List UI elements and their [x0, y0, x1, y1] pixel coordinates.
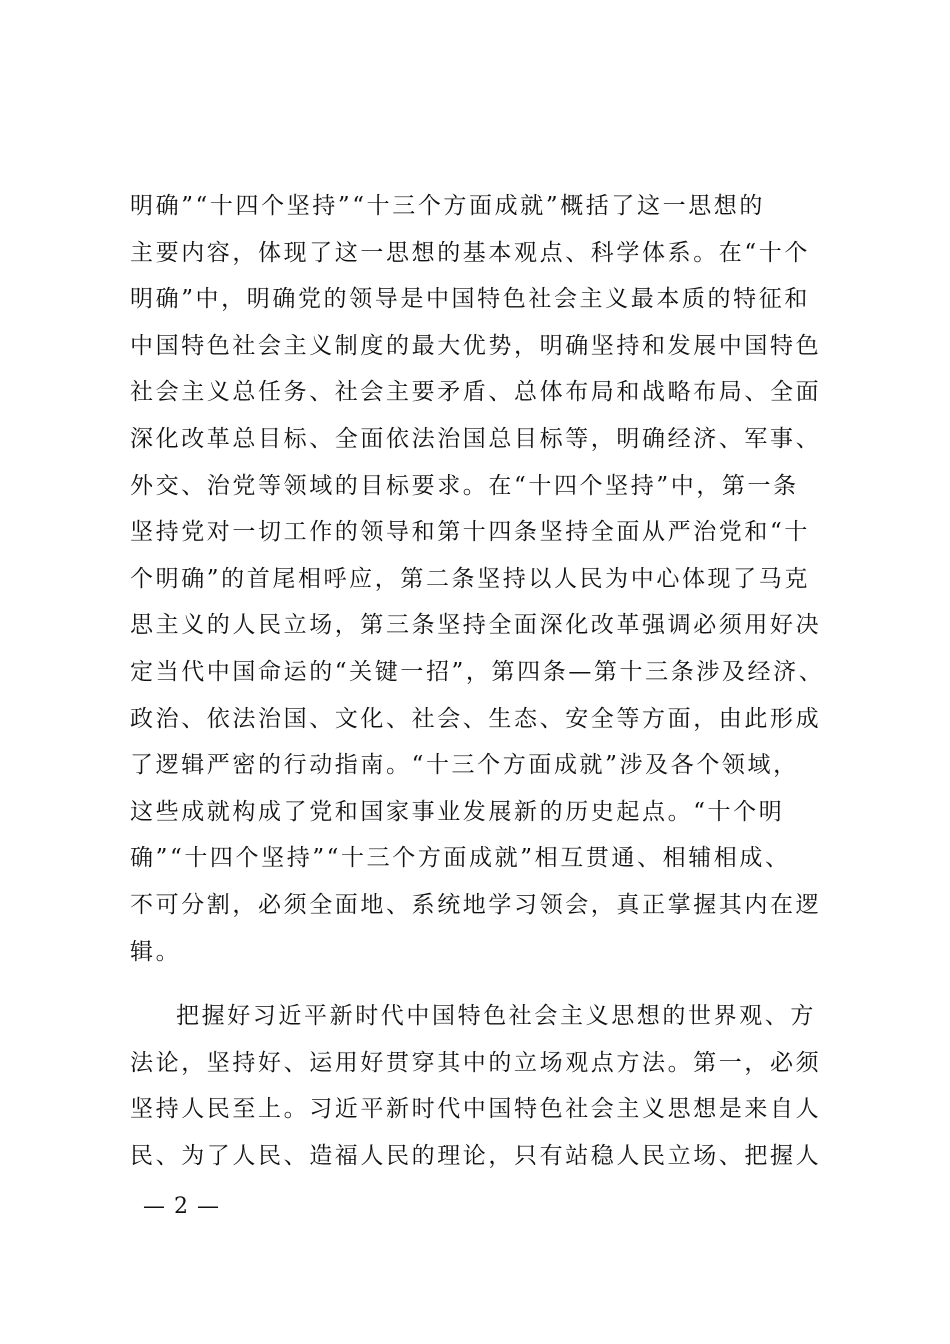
paragraph-line: 不可分割，必须全面地、系统地学习领会，真正掌握其内在逻: [130, 891, 822, 918]
paragraph-line: 确”“十四个坚持”“十三个方面成就”相互贯通、相辅相成、: [130, 845, 791, 872]
paragraph-line: 明确”中，明确党的领导是中国特色社会主义最本质的特征和: [130, 286, 810, 313]
paragraph-line: 中国特色社会主义制度的最大优势，明确坚持和发展中国特色: [130, 332, 822, 359]
paragraph-line: 定当代中国命运的“关键一招”，第四条—第十三条涉及经济、: [130, 658, 825, 685]
paragraph-line: 政治、依法治国、文化、社会、生态、安全等方面，由此形成: [130, 705, 822, 732]
paragraph-line: 民、为了人民、造福人民的理论，只有站稳人民立场、把握人: [130, 1142, 822, 1169]
paragraph-line: 思主义的人民立场，第三条坚持全面深化改革强调必须用好决: [130, 612, 822, 639]
paragraph-line: 主要内容，体现了这一思想的基本观点、科学体系。在“十个: [130, 239, 810, 266]
paragraph-1: [130, 183, 850, 975]
paragraph-line: 深化改革总目标、全面依法治国总目标等，明确经济、军事、: [130, 425, 822, 452]
paragraph-line: 社会主义总任务、社会主要矛盾、总体布局和战略布局、全面: [130, 379, 822, 406]
paragraph-line: 法论，坚持好、运用好贯穿其中的立场观点方法。第一，必须: [130, 1049, 822, 1076]
paragraph-line: 坚持党对一切工作的领导和第十四条坚持全面从严治党和“十: [130, 519, 810, 546]
paragraph-2: [130, 993, 850, 1179]
paragraph-line: 了逻辑严密的行动指南。“十三个方面成就”涉及各个领域，: [130, 752, 799, 779]
paragraph-gap: [130, 975, 850, 993]
paragraph-line: 这些成就构成了党和国家事业发展新的历史起点。“十个明: [130, 798, 785, 825]
paragraph-line: 辑。: [130, 938, 182, 965]
paragraph-line: 外交、治党等领域的目标要求。在“十四个坚持”中，第一条: [130, 472, 799, 499]
body-text: [130, 183, 850, 1179]
page-number: — 2 —: [143, 1194, 220, 1219]
paragraph-line: 个明确”的首尾相呼应，第二条坚持以人民为中心体现了马克: [130, 565, 810, 592]
paragraph-line: 把握好习近平新时代中国特色社会主义思想的世界观、方: [176, 1003, 816, 1030]
paragraph-line: 明确”“十四个坚持”“十三个方面成就”概括了这一思想的: [130, 193, 765, 219]
paragraph-line: 坚持人民至上。习近平新时代中国特色社会主义思想是来自人: [130, 1096, 822, 1123]
